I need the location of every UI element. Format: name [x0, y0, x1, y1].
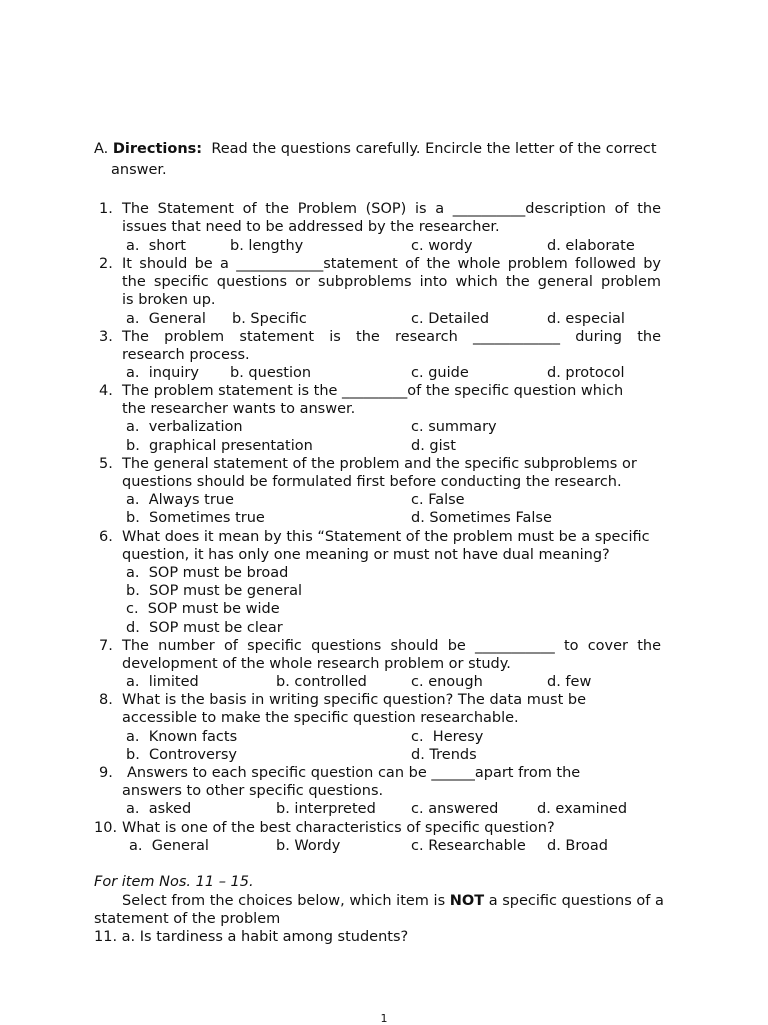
part-b-intro-text: Select from the choices below, which item is	[122, 893, 446, 909]
choice-b: b. Specific	[232, 311, 307, 327]
choice-a: a. verbalization	[126, 419, 243, 435]
choice-a: a. inquiry	[126, 365, 199, 381]
part-b-intro	[122, 892, 664, 910]
choice-b: b. lengthy	[230, 238, 304, 254]
question-text: It should be a ____________statement of the whole problem followed by	[122, 256, 661, 272]
choice-d: d. SOP must be clear	[126, 620, 283, 636]
choice-b: b. interpreted	[276, 801, 376, 817]
question-text: issues that need to be addressed by the researcher.	[122, 219, 500, 235]
choice-b: b. graphical presentation	[126, 438, 313, 454]
question-text: Answers to each specific question can be ______apart from the	[127, 765, 581, 781]
choice-d: d. few	[547, 674, 592, 690]
question-number: 5.	[99, 456, 113, 472]
choice-b: b. Wordy	[276, 838, 341, 854]
choice-c: c. False	[411, 492, 465, 508]
part-b-intro-text-2: a specific questions of a	[488, 893, 664, 909]
choice-b: b. controlled	[276, 674, 367, 690]
question-number: 8.	[99, 692, 113, 708]
question-number: 7.	[99, 638, 113, 654]
question-text: The Statement of the Problem (SOP) is a __________description of the	[122, 201, 661, 217]
question-text: The problem statement is the research ____________ during the	[122, 329, 661, 345]
part-b-heading	[94, 873, 254, 891]
choice-d: d. protocol	[547, 365, 625, 381]
question-text: The number of specific questions should be ___________ to cover the	[122, 638, 661, 654]
directions-text-2: answer.	[111, 162, 167, 178]
choice-b: b. question	[230, 365, 312, 381]
choice-c: c. summary	[411, 419, 497, 435]
question-text: is broken up.	[122, 292, 216, 308]
question-text: the researcher wants to answer.	[122, 401, 356, 417]
choice-a: a. asked	[126, 801, 192, 817]
question-text: What is one of the best characteristics of specific question?	[122, 820, 555, 836]
choice-b: b. Sometimes true	[126, 510, 265, 526]
part-b-emphasis: NOT	[449, 893, 485, 909]
question-text: the specific questions or subproblems into which the general problem	[122, 274, 661, 290]
choice-d: d. examined	[537, 801, 628, 817]
part-b-intro-text-3: statement of the problem	[94, 911, 281, 927]
question-text: research process.	[122, 347, 250, 363]
choice-c: c. answered	[411, 801, 499, 817]
choice-c: c. wordy	[411, 238, 473, 254]
question-text: question, it has only one meaning or must not have dual meaning?	[122, 547, 610, 563]
choice-d: d. especial	[547, 311, 625, 327]
choice-d: d. elaborate	[547, 238, 635, 254]
choice-a: a. SOP must be broad	[126, 565, 289, 581]
question-text: development of the whole research problem or study.	[122, 656, 511, 672]
choice-c: c. guide	[411, 365, 469, 381]
question-number: 2.	[99, 256, 113, 272]
question-number: 10.	[94, 820, 118, 836]
choice-d: d. Sometimes False	[411, 510, 552, 526]
choice-c: c. Researchable	[411, 838, 526, 854]
choice-a: a. short	[126, 238, 186, 254]
question-number: 4.	[99, 383, 113, 399]
choice-c: c. Detailed	[411, 311, 490, 327]
question-text: The problem statement is the _________of the specific question which	[122, 383, 624, 399]
question-number: 3.	[99, 329, 113, 345]
choice-a: a. General	[129, 838, 209, 854]
choice-a: a. Known facts	[126, 729, 238, 745]
question-text: accessible to make the specific question researchable.	[122, 710, 519, 726]
page-number: 1	[380, 1012, 388, 1025]
question-text: answers to other specific questions.	[122, 783, 384, 799]
question-number: 1.	[99, 201, 113, 217]
question-text: What does it mean by this “Statement of the problem must be a specific	[122, 529, 650, 545]
question-text: What is the basis in writing specific question? The data must be	[122, 692, 587, 708]
section-letter: A.	[94, 141, 109, 157]
choice-a: a. limited	[126, 674, 199, 690]
question-number: 6.	[99, 529, 113, 545]
directions-label: Directions:	[112, 141, 203, 157]
part-b-heading-text: For item Nos. 11 – 15.	[94, 874, 254, 890]
choice-d: d. Trends	[411, 747, 477, 763]
choice-d: d. Broad	[547, 838, 608, 854]
question-text: questions should be formulated first before conducting the research.	[122, 474, 622, 490]
directions-line-1	[94, 140, 657, 158]
choice-c: c. enough	[411, 674, 483, 690]
choice-a: a. General	[126, 311, 206, 327]
choice-b: b. Controversy	[126, 747, 238, 763]
question-number: 9.	[99, 765, 113, 781]
choice-b: b. SOP must be general	[126, 583, 303, 599]
question-text: The general statement of the problem and the specific subproblems or	[122, 456, 637, 472]
item-11: 11. a. Is tardiness a habit among students?	[94, 929, 409, 945]
directions-text: Read the questions carefully. Encircle the letter of the correct	[211, 141, 657, 157]
choice-d: d. gist	[411, 438, 456, 454]
choice-c: c. SOP must be wide	[126, 601, 280, 617]
choice-a: a. Always true	[126, 492, 234, 508]
choice-c: c. Heresy	[411, 729, 484, 745]
